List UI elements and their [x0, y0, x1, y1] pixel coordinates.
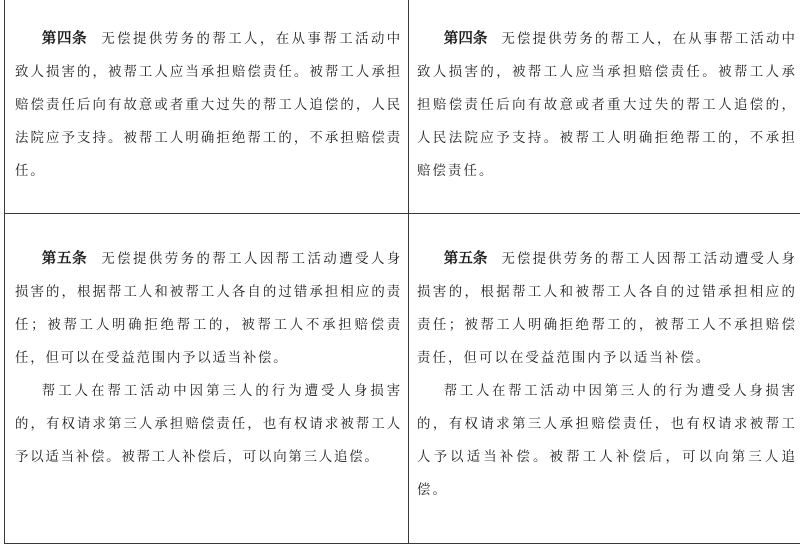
article-5-paragraph-1-left — [15, 243, 402, 375]
table-row-article-4 — [5, 0, 800, 214]
article-4-paragraph-right — [417, 23, 797, 188]
article-4-text-left: 无偿提供劳务的帮工人，在从事帮工活动中致人损害的，被帮工人应当承担赔偿责任。被帮工人承担赔偿责任后向有故意或者重大过失的帮工人追偿的，人民法院应予支持。被帮工人明确拒绝帮工的，不承担赔偿责任。 — [15, 32, 402, 179]
article-5-text-1-left: 无偿提供劳务的帮工人因帮工活动遭受人身损害的，根据帮工人和被帮工人各自的过错承担相应的责任；被帮工人明确拒绝帮工的，被帮工人不承担赔偿责任，但可以在受益范围内予以适当补偿。 — [15, 252, 402, 366]
right-cell-article-4 — [409, 0, 800, 214]
left-cell-article-5 — [5, 214, 409, 544]
article-5-paragraph-2-right: 帮工人在帮工活动中因第三人的行为遭受人身损害的，有权请求第三人承担赔偿责任，也有权请求被帮工人予以适当补偿。被帮工人补偿后，可以向第三人追偿。 — [417, 375, 797, 507]
left-cell-article-4 — [5, 0, 409, 214]
article-4-number-left: 第四条 — [42, 31, 88, 47]
comparison-table — [4, 0, 800, 544]
right-cell-article-5 — [409, 214, 800, 544]
article-5-paragraph-1-right — [417, 243, 797, 375]
article-4-paragraph-left — [15, 23, 402, 188]
article-5-number-right: 第五条 — [444, 251, 488, 267]
article-4-number-right: 第四条 — [444, 31, 488, 47]
table-row-article-5 — [5, 214, 800, 544]
article-5-text-1-right: 无偿提供劳务的帮工人因帮工活动遭受人身损害的，根据帮工人和被帮工人各自的过错承担相应的责任；被帮工人明确拒绝帮工的，被帮工人不承担赔偿责任，但可以在受益范围内予以适当补偿。 — [417, 252, 797, 366]
article-5-number-left: 第五条 — [42, 251, 88, 267]
article-4-text-right: 无偿提供劳务的帮工人，在从事帮工活动中致人损害的，被帮工人应当承担赔偿责任。被帮工人承担赔偿责任后向有故意或者重大过失的帮工人追偿的，人民法院应予支持。被帮工人明确拒绝帮工的，不承担赔偿责任。 — [417, 32, 797, 179]
article-5-paragraph-2-left: 帮工人在帮工活动中因第三人的行为遭受人身损害的，有权请求第三人承担赔偿责任，也有权请求被帮工人予以适当补偿。被帮工人补偿后，可以向第三人追偿。 — [15, 375, 402, 474]
